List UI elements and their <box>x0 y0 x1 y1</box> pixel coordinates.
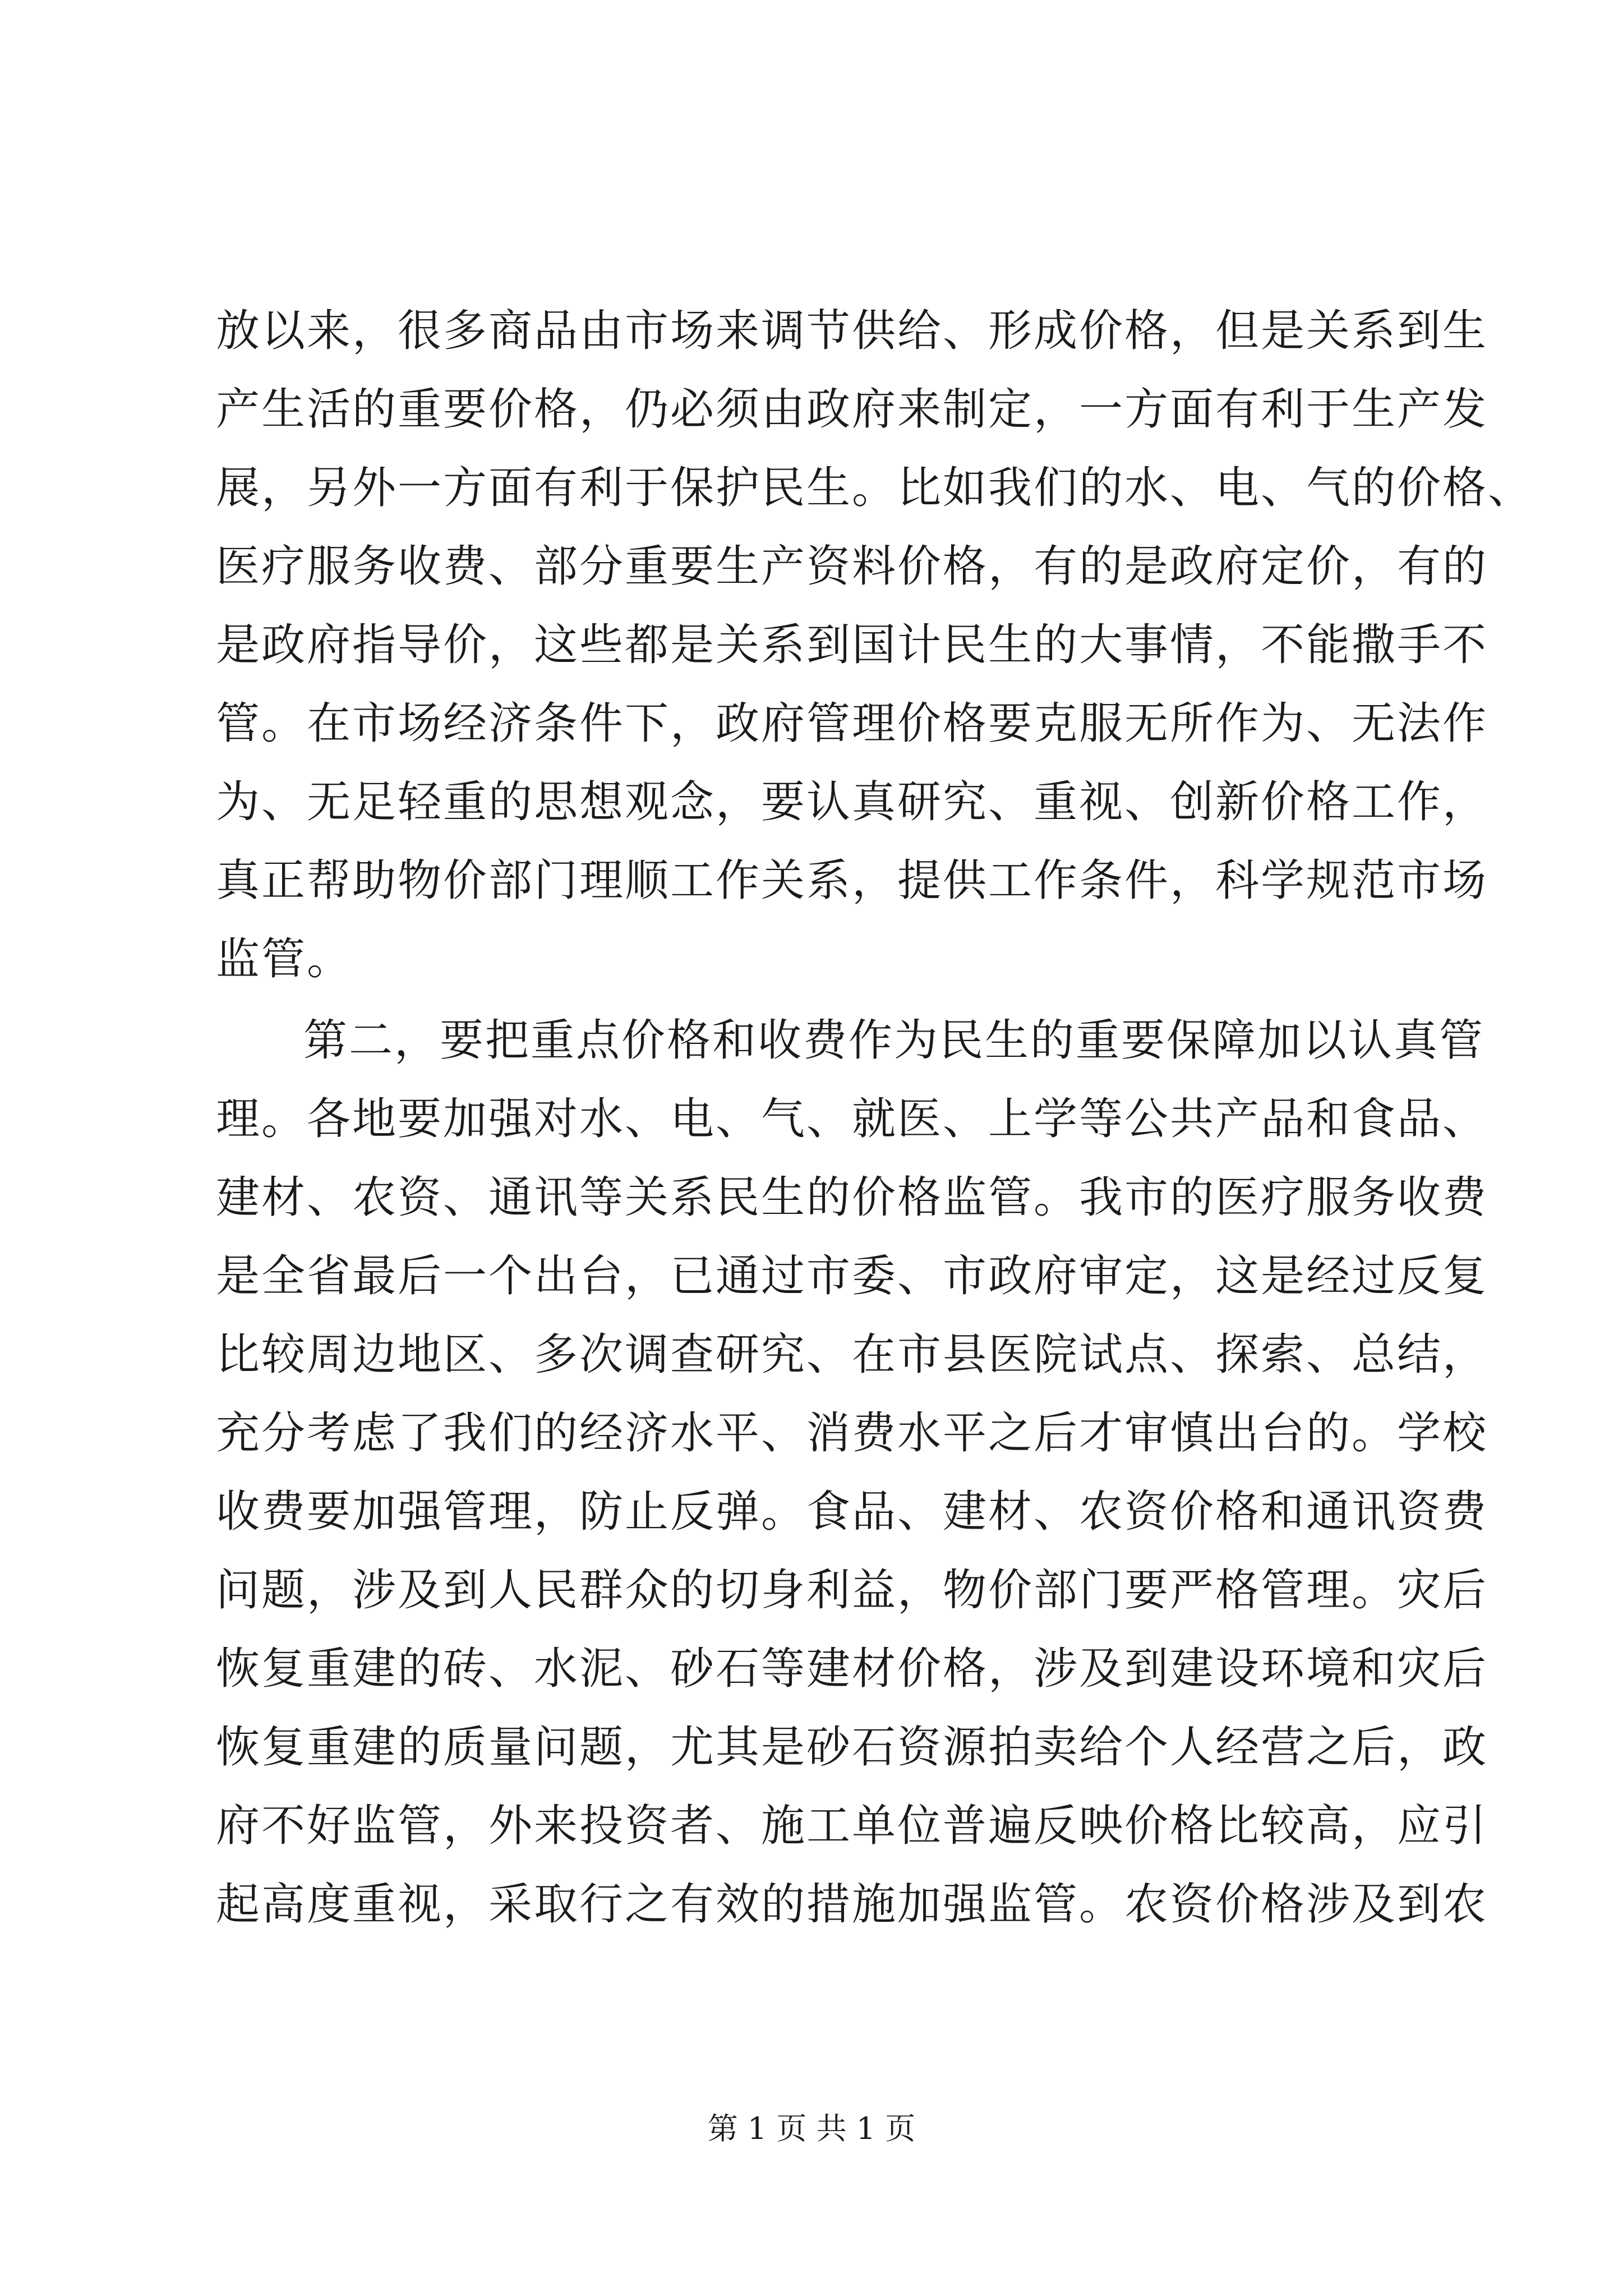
text-line: 管。在市场经济条件下，政府管理价格要克服无所作为、无法作 <box>216 698 1488 749</box>
text-line: 是全省最后一个出台，已通过市委、市政府审定，这是经过反复 <box>216 1251 1488 1301</box>
text-line: 理。各地要加强对水、电、气、就医、上学等公共产品和食品、 <box>216 1094 1488 1144</box>
text-line: 产生活的重要价格，仍必须由政府来制定，一方面有利于生产发 <box>216 384 1488 435</box>
paragraph-first-line: 第二，要把重点价格和收费作为民生的重要保障加以认真管 <box>303 1015 1485 1066</box>
text-line: 比较周边地区、多次调查研究、在市县医院试点、探索、总结， <box>216 1329 1488 1380</box>
text-line: 真正帮助物价部门理顺工作关系，提供工作条件，科学规范市场 <box>216 855 1488 906</box>
text-line: 是政府指导价，这些都是关系到国计民生的大事情，不能撒手不 <box>216 620 1488 670</box>
text-line: 为、无足轻重的思想观念，要认真研究、重视、创新价格工作， <box>216 777 1488 827</box>
text-line: 充分考虑了我们的经济水平、消费水平之后才审慎出台的。学校 <box>216 1408 1488 1458</box>
text-line: 建材、农资、通讯等关系民生的价格监管。我市的医疗服务收费 <box>216 1172 1488 1223</box>
text-line: 医疗服务收费、部分重要生产资料价格，有的是政府定价，有的 <box>216 541 1488 592</box>
text-line: 府不好监管，外来投资者、施工单位普遍反映价格比较高，应引 <box>216 1801 1488 1851</box>
text-line: 监管。 <box>216 934 353 984</box>
text-line: 问题，涉及到人民群众的切身利益，物价部门要严格管理。灾后 <box>216 1565 1488 1616</box>
text-line: 恢复重建的砖、水泥、砂石等建材价格，涉及到建设环境和灾后 <box>216 1644 1488 1694</box>
text-line: 恢复重建的质量问题，尤其是砂石资源拍卖给个人经营之后，政 <box>216 1722 1488 1773</box>
text-line: 收费要加强管理，防止反弹。食品、建材、农资价格和通讯资费 <box>216 1487 1488 1537</box>
text-line: 放以来，很多商品由市场来调节供给、形成价格，但是关系到生 <box>216 306 1488 356</box>
text-line: 展，另外一方面有利于保护民生。比如我们的水、电、气的价格、 <box>216 463 1534 513</box>
page-footer: 第 1 页 共 1 页 <box>707 2111 916 2146</box>
text-line: 起高度重视，采取行之有效的措施加强监管。农资价格涉及到农 <box>216 1879 1488 1930</box>
